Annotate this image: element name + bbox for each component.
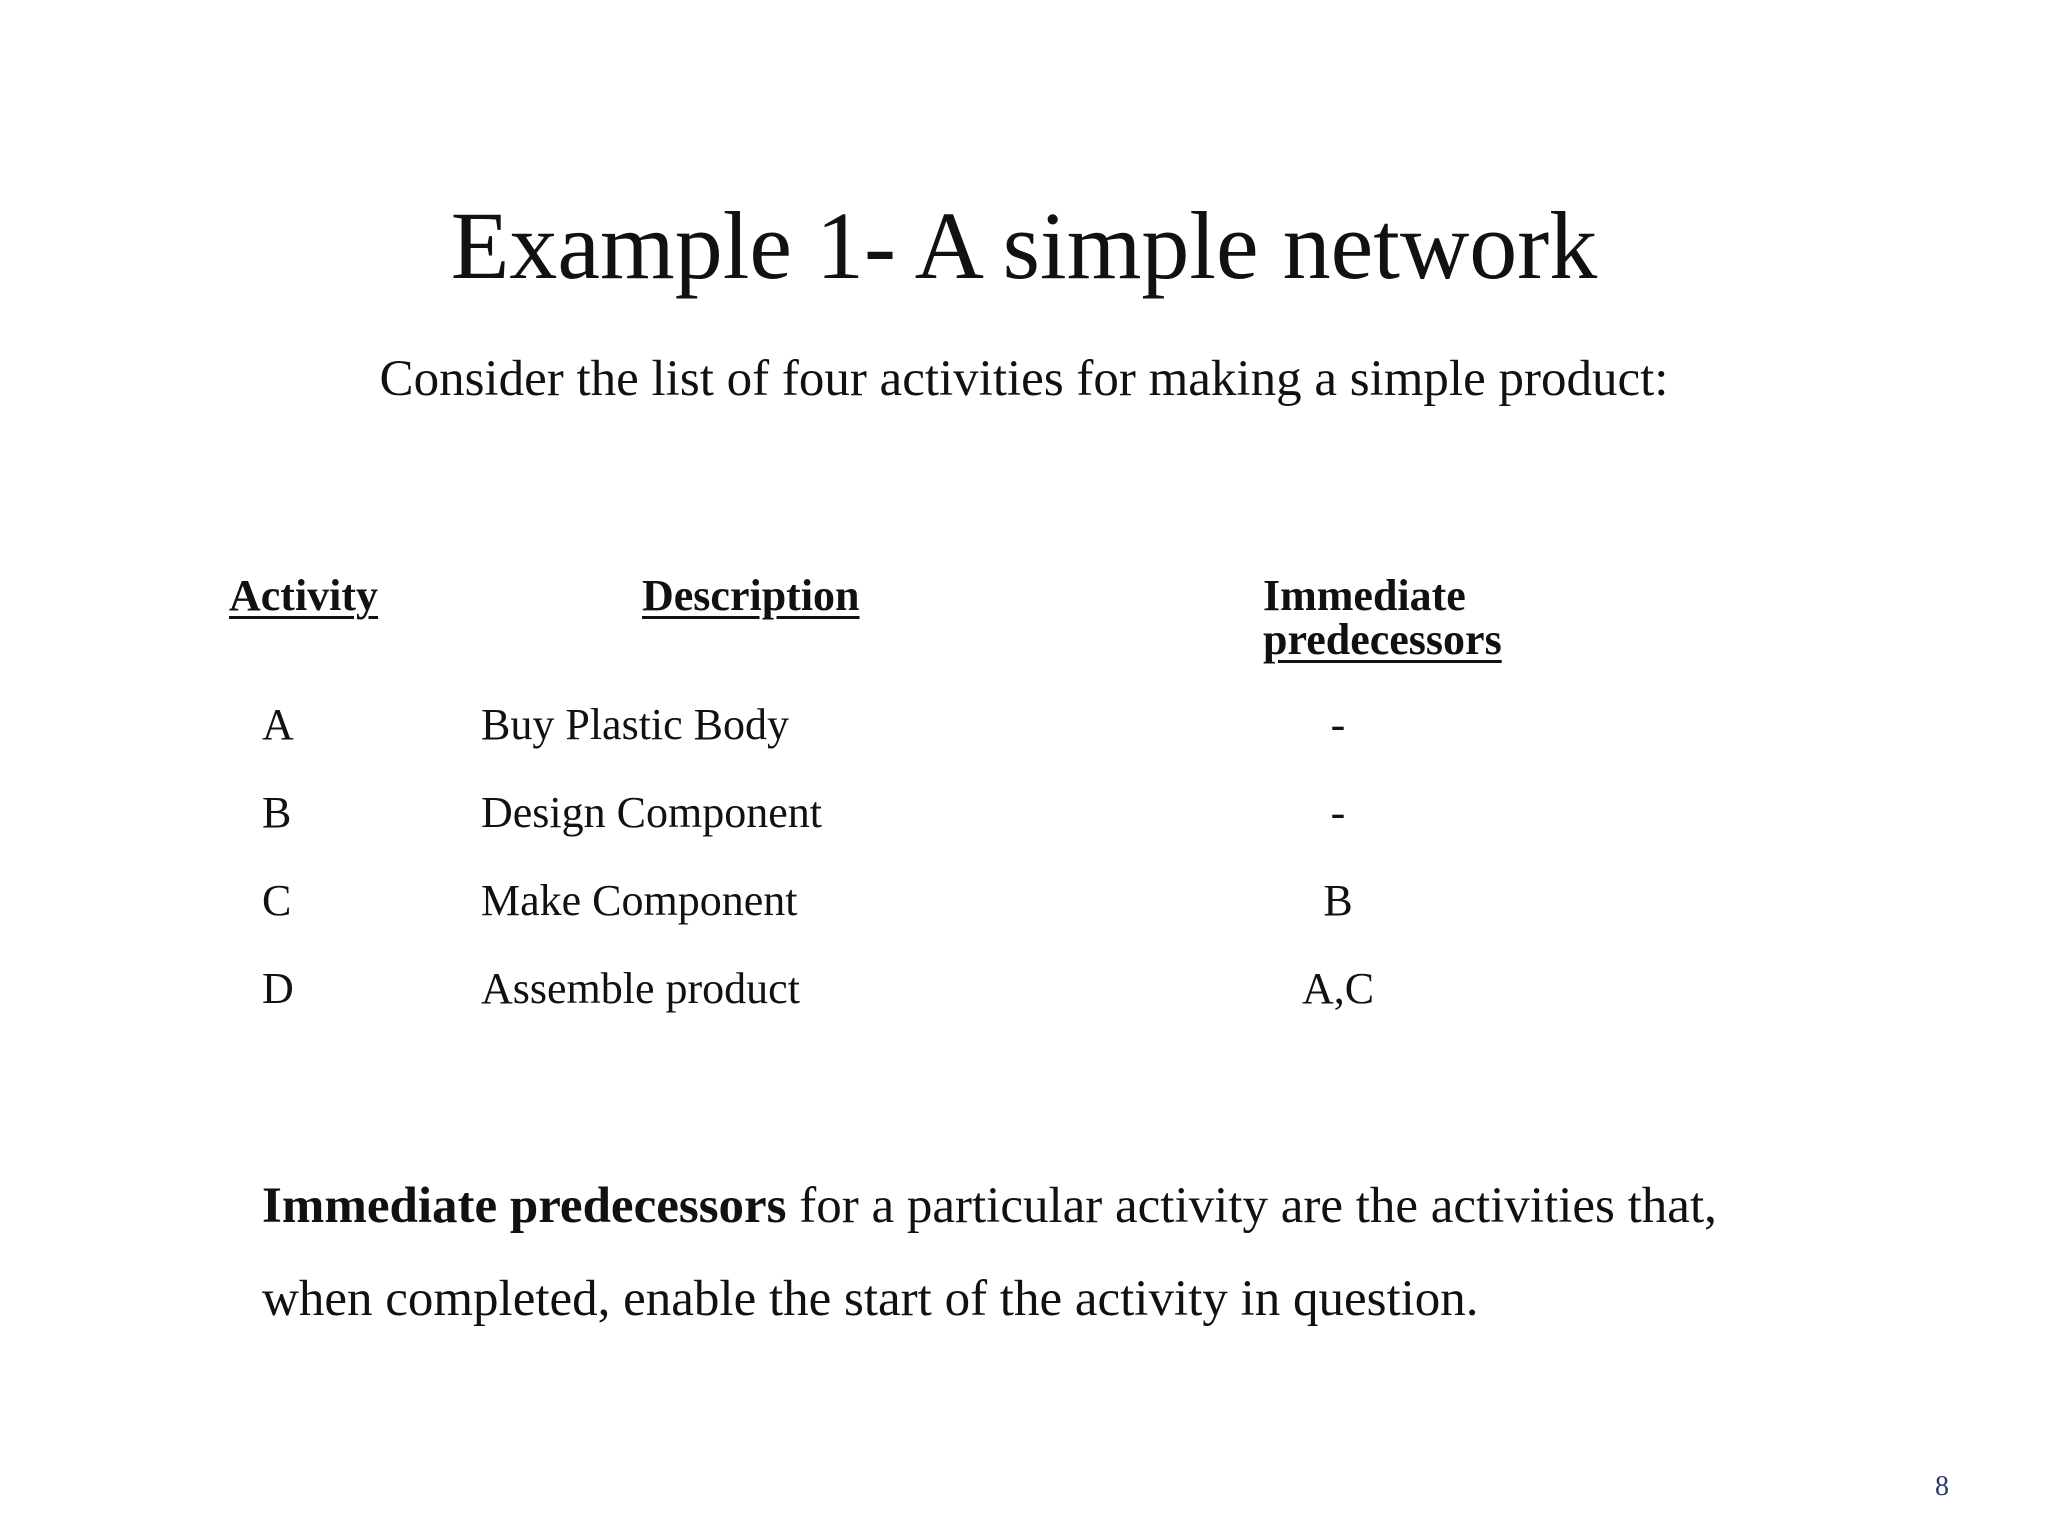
cell-description: Buy Plastic Body [481, 700, 790, 749]
header-predecessors-line2: predecessors [1263, 615, 1502, 664]
page-number: 8 [1935, 1471, 1949, 1502]
cell-predecessors: - [1330, 700, 1346, 749]
cell-activity: A [262, 700, 294, 749]
cell-activity: C [262, 876, 292, 925]
header-predecessors-line1: Immediate [1263, 571, 1466, 620]
header-description: Description [642, 571, 860, 620]
cell-activity: D [262, 964, 294, 1013]
definition-paragraph [262, 1160, 1822, 1346]
cell-description: Assemble product [481, 964, 800, 1013]
cell-activity: B [262, 788, 292, 837]
cell-predecessors: A,C [1301, 964, 1375, 1013]
cell-description: Design Component [481, 788, 822, 837]
cell-predecessors: B [1323, 876, 1353, 925]
cell-description: Make Component [481, 876, 798, 925]
slide-subtitle: Consider the list of four activities for making a simple product: [379, 351, 1669, 407]
definition-text: for a particular activity are the activities that, when completed, enable the start of the activity in question. [262, 1178, 1717, 1327]
cell-predecessors: - [1330, 788, 1346, 837]
slide-title: Example 1- A simple network [450, 192, 1598, 299]
header-activity: Activity [229, 571, 379, 620]
definition-term: Immediate predecessors [262, 1178, 787, 1234]
